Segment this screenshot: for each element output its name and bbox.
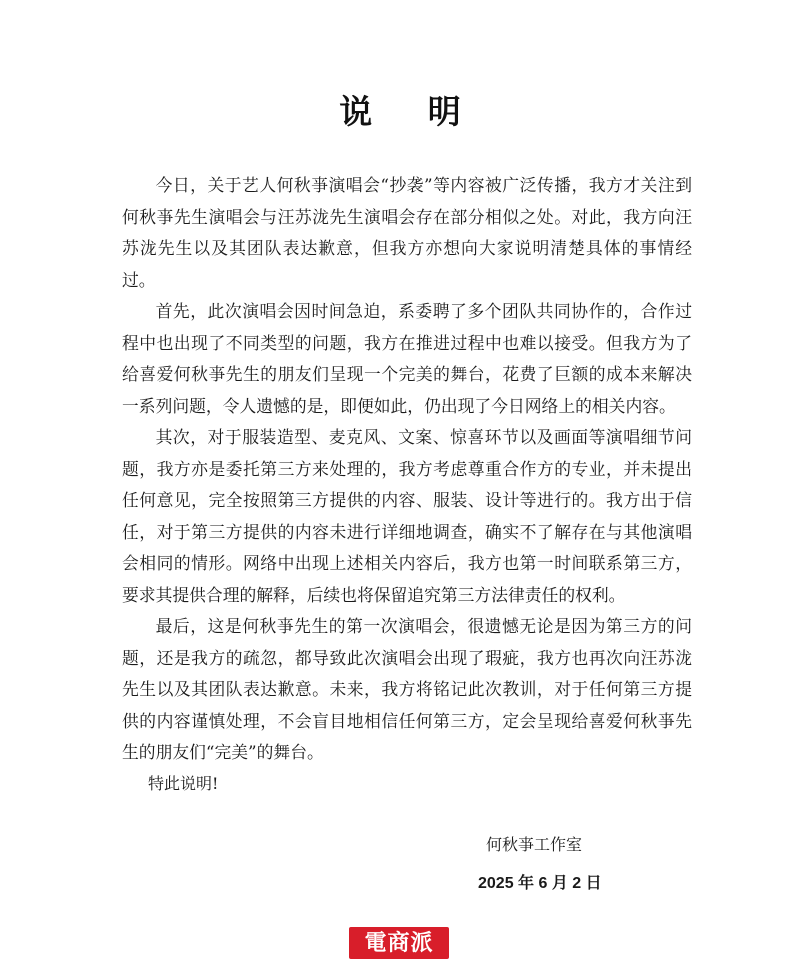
watermark-logo: 電商派 [349,927,449,959]
paragraph-first: 首先，此次演唱会因时间急迫，系委聘了多个团队共同协作的，合作过程中也出现了不同类型的问题，我方在推进过程中也难以接受。但我方为了给喜爱何秋亊先生的朋友们呈现一个完美的舞台，花费了巨额的成本来解决一系列问题，令人遗憾的是，即便如此，仍出现了今日网络上的相关内容。 [122,301,692,416]
signature-date: 2025 年 6 月 2 日 [478,875,602,892]
paragraph-second: 其次，对于服装造型、麦克风、文案、惊喜环节以及画面等演唱细节问题，我方亦是委托第三方来处理的，我方考虑尊重合作方的专业，并未提出任何意见，完全按照第三方提供的内容、服装、设计等进行的。我方出于信任，对于第三方提供的内容未进行详细地调查，确实不了解存在与其他演唱会相同的情形。网络中出现上述相关内容后，我方也第一时间联系第三方，要求其提供合理的解释，后续也将保留追究第三方法律责任的权利。 [122,427,692,605]
paragraph-last: 最后，这是何秋亊先生的第一次演唱会，很遗憾无论是因为第三方的问题，还是我方的疏忽，都导致此次演唱会出现了瑕疵，我方也再次向汪苏泷先生以及其团队表达歉意。未来，我方将铭记此次教训，对于任何第三方提供的内容谨慎处理，不会盲目地相信任何第三方，定会呈现给喜爱何秋亊先生的朋友们“完美”的舞台。 [122,616,692,762]
paragraph-intro: 今日，关于艺人何秋亊演唱会“抄袭”等内容被广泛传播，我方才关注到何秋亊先生演唱会与汪苏泷先生演唱会存在部分相似之处。对此，我方向汪苏泷先生以及其团队表达歉意，但我方亦想向大家说明清楚具体的事情经过。 [122,175,692,290]
document-body [122,170,692,769]
closing-statement: 特此说明! [148,774,219,793]
signature-organization: 何秋亊工作室 [486,835,583,854]
document-title: 说 明 [339,92,483,131]
